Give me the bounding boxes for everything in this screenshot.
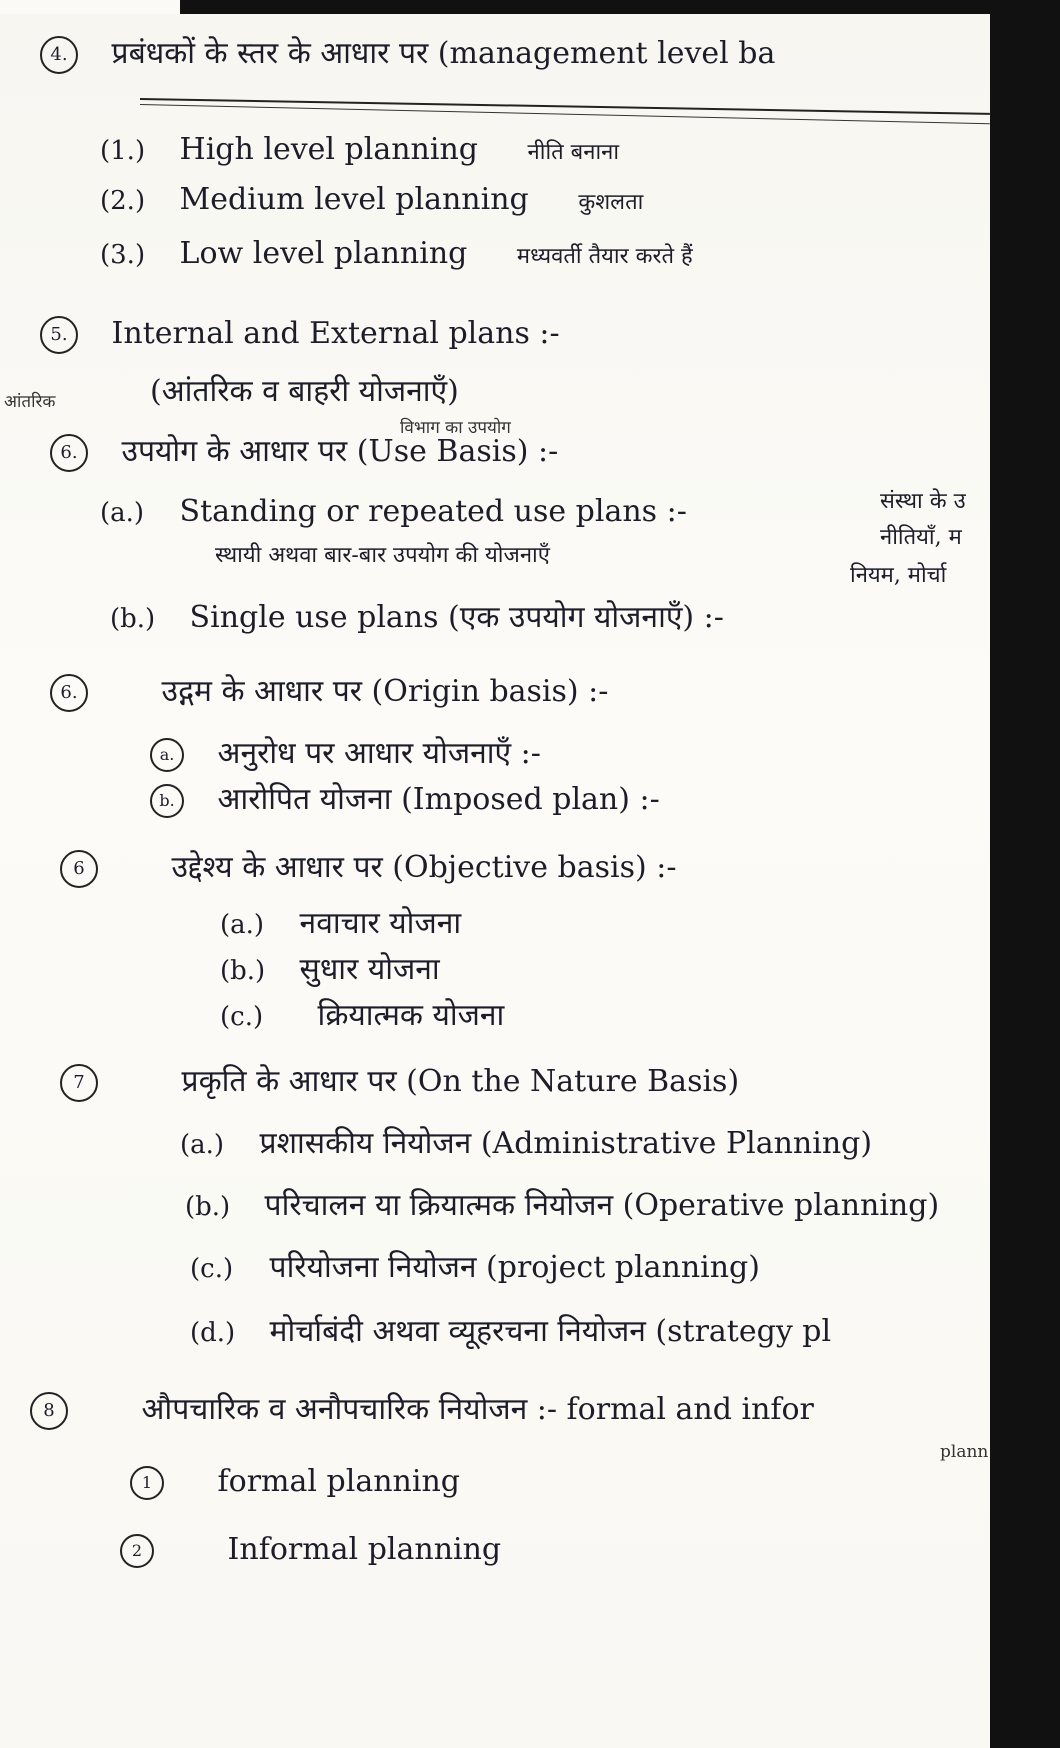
- item-number: (d.): [190, 1318, 236, 1348]
- list-item: [180, 1126, 872, 1163]
- item-marker: 7: [60, 1064, 98, 1102]
- item-text: क्रियात्मक योजना: [317, 998, 505, 1033]
- item-note: नीति बनाना: [527, 140, 620, 165]
- item-marker: 8: [30, 1392, 68, 1430]
- item-note: मध्यवर्ती तैयार करते हैं: [516, 244, 693, 269]
- list-item: [220, 952, 440, 989]
- heading-text: प्रबंधकों के स्तर के आधार पर (management level ba: [111, 36, 776, 71]
- item-text: Low level planning: [179, 236, 468, 271]
- item-text: formal planning: [217, 1464, 460, 1499]
- item-marker: 6: [60, 850, 98, 888]
- list-item: [220, 998, 504, 1035]
- list-item: [100, 182, 643, 221]
- item-marker: 4.: [40, 36, 78, 74]
- margin-note: आंतरिक: [4, 392, 56, 412]
- heading-text: उपयोग के आधार पर (Use Basis) :-: [121, 434, 559, 469]
- heading-5: [40, 316, 560, 354]
- item-text: प्रशासकीय नियोजन (Administrative Planning): [259, 1126, 873, 1161]
- list-item: [100, 132, 619, 171]
- heading-4: [40, 36, 775, 74]
- item-text: Medium level planning: [179, 182, 529, 217]
- item-text: आरोपित योजना (Imposed plan) :-: [217, 782, 660, 817]
- list-item: [100, 236, 693, 275]
- list-item: [110, 600, 724, 637]
- item-text: High level planning: [179, 132, 478, 167]
- item-number: (1.): [100, 136, 146, 166]
- heading-subtitle: (आंतरिक व बाहरी योजनाएँ): [150, 374, 459, 409]
- item-text: मोर्चाबंदी अथवा व्यूहरचना नियोजन (strategy pl: [269, 1314, 832, 1349]
- item-number: (a.): [180, 1130, 225, 1160]
- item-marker: 2: [120, 1534, 154, 1568]
- heading-9: [60, 1064, 739, 1102]
- heading-8: [60, 850, 677, 888]
- item-number: (b.): [110, 604, 156, 634]
- side-note-line: नीतियाँ, म: [880, 525, 962, 550]
- item-number: (a.): [100, 498, 145, 528]
- item-text: नवाचार योजना: [299, 906, 462, 941]
- heading-6: [50, 434, 558, 472]
- heading-text: उद्गम के आधार पर (Origin basis) :-: [161, 674, 609, 709]
- item-text: Standing or repeated use plans :-: [179, 494, 687, 529]
- heading-text: Internal and External plans :-: [111, 316, 560, 351]
- item-marker: 6.: [50, 434, 88, 472]
- list-item: [150, 736, 541, 772]
- item-number: (2.): [100, 186, 146, 216]
- item-number: (b.): [185, 1192, 231, 1222]
- item-text: अनुरोध पर आधार योजनाएँ :-: [217, 736, 541, 771]
- heading-text: उद्देश्य के आधार पर (Objective basis) :-: [171, 850, 677, 885]
- list-item: [190, 1250, 760, 1287]
- item-number: (3.): [100, 240, 146, 270]
- side-note-line: नियम, मोर्चा: [850, 563, 947, 588]
- heading-7: [50, 674, 608, 712]
- item-number: (c.): [190, 1254, 234, 1284]
- item-number: (a.): [220, 910, 265, 940]
- side-note-line: संस्था के उ: [880, 489, 966, 514]
- margin-note: plann: [940, 1442, 989, 1462]
- heading-10: [30, 1392, 814, 1430]
- item-number: (c.): [220, 1002, 264, 1032]
- item-marker: 6.: [50, 674, 88, 712]
- heading-text: औपचारिक व अनौपचारिक नियोजन :- formal and infor: [141, 1392, 814, 1427]
- heading-text: प्रकृति के आधार पर (On the Nature Basis): [181, 1064, 740, 1099]
- list-item: [100, 494, 687, 531]
- list-item: [220, 906, 461, 943]
- item-marker: 5.: [40, 316, 78, 354]
- photo-edge-right: [990, 0, 1060, 1748]
- small-note: विभाग का उपयोग: [400, 418, 511, 438]
- item-marker: 1: [130, 1466, 164, 1500]
- item-marker: b.: [150, 784, 184, 818]
- list-item: [190, 1314, 831, 1351]
- item-text: Single use plans (एक उपयोग योजनाएँ) :-: [189, 600, 724, 635]
- item-note: कुशलता: [578, 190, 644, 215]
- item-subtext: स्थायी अथवा बार-बार उपयोग की योजनाएँ: [215, 543, 550, 568]
- list-item: [150, 782, 660, 818]
- item-text: परिचालन या क्रियात्मक नियोजन (Operative planning): [264, 1188, 940, 1223]
- notebook-page: [0, 14, 992, 1748]
- item-text: Informal planning: [227, 1532, 502, 1567]
- list-item: [185, 1188, 939, 1225]
- list-item: [130, 1464, 460, 1500]
- list-item: [120, 1532, 501, 1568]
- item-number: (b.): [220, 956, 266, 986]
- item-text: सुधार योजना: [299, 952, 440, 987]
- item-text: परियोजना नियोजन (project planning): [269, 1250, 760, 1285]
- item-marker: a.: [150, 738, 184, 772]
